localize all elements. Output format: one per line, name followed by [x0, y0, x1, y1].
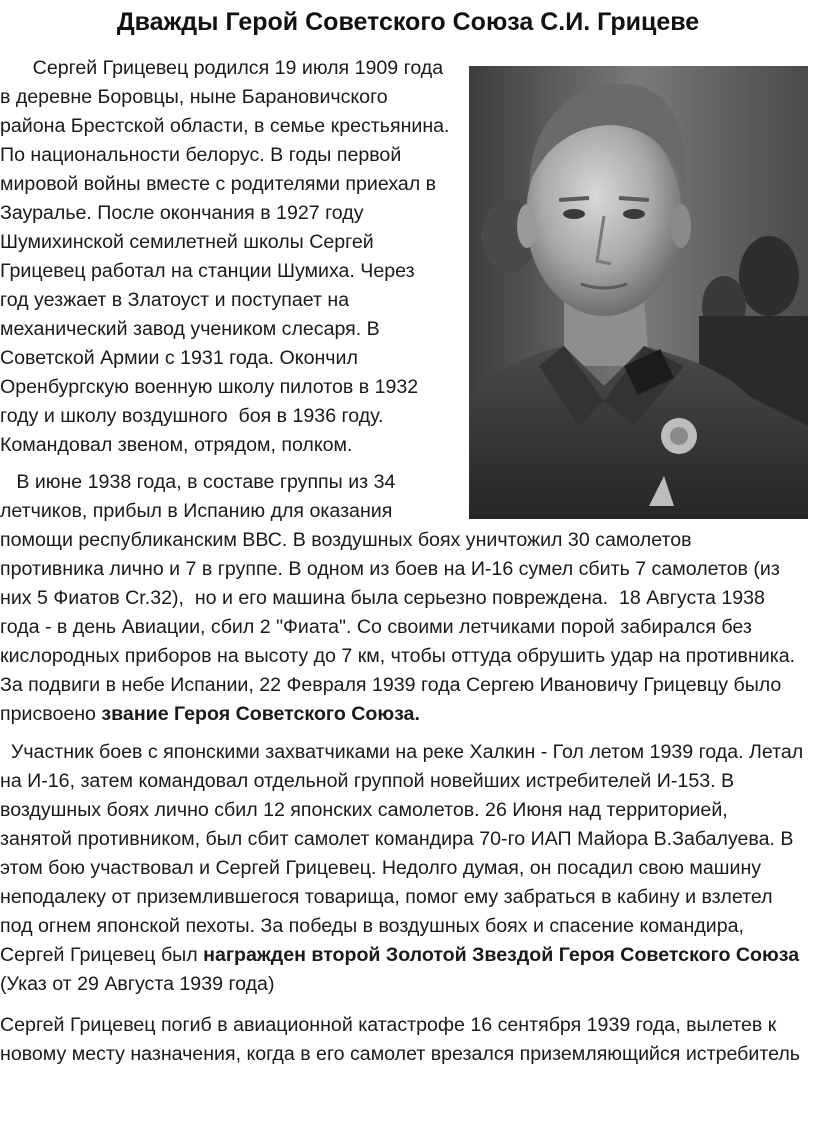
text-line: В июне 1938 года, в составе группы из 34 — [0, 471, 396, 493]
hero-title-emphasis: звание Героя Советского Союза. — [101, 703, 420, 725]
paragraph-birth — [0, 54, 450, 460]
text-line — [0, 941, 803, 970]
text-line: этом бою участвовал и Сергей Грицевец. Недолго думая, он посадил свою машину — [0, 857, 762, 879]
text-line: летчиков, прибыл в Испанию для оказания — [0, 500, 393, 522]
text-line: Грицевец работал на станции Шумиха. Через — [0, 260, 415, 282]
text-run: присвоено — [0, 703, 102, 725]
text-line: Сергей Грицевец родился 19 июля 1909 года — [0, 57, 444, 79]
text-line: году и школу воздушного боя в 1936 году. — [0, 405, 384, 427]
text-line: противника лично и 7 в группе. В одном из боев на И-16 сумел сбить 7 самолетов (из — [0, 558, 780, 580]
text-line: воздушных боях лично сбил 12 японских самолетов. 26 Июня над территорией, — [0, 799, 728, 821]
text-line: кислородных приборов на высоту до 7 км, чтобы оттуда обрушить удар на противника. — [0, 645, 796, 667]
text-line: Советской Армии с 1931 года. Окончил — [0, 347, 358, 369]
text-line: год уезжает в Златоуст и поступает на — [0, 289, 350, 311]
text-line: Зауралье. После окончания в 1927 году — [0, 202, 364, 224]
paragraph-spain — [0, 468, 795, 729]
text-line: Шумихинской семилетней школы Сергей — [0, 231, 374, 253]
text-line: механический завод учеником слесаря. В — [0, 318, 380, 340]
text-line: района Брестской области, в семье крестьянина. — [0, 115, 450, 137]
award-emphasis: награжден второй Золотой Звездой Героя Советского Союза — [203, 944, 800, 966]
text-line: За подвиги в небе Испании, 22 Февраля 1939 года Сергею Ивановичу Грицевцу было — [0, 674, 782, 696]
paragraph-khalkhin-gol — [0, 738, 803, 999]
text-line: под огнем японской пехоты. За победы в воздушных боях и спасение командира, — [0, 915, 744, 937]
text-line: Участник боев с японскими захватчиками на реке Халкин - Гол летом 1939 года. Летал — [0, 741, 804, 763]
text-line: года - в день Авиации, сбил 2 "Фиата". Со своими летчиками порой забирался без — [0, 616, 752, 638]
text-line: в деревне Боровцы, ныне Барановичского — [0, 86, 388, 108]
text-line: на И-16, затем командовал отдельной группой новейших истребителей И-153. В — [0, 770, 735, 792]
text-line: помощи республиканским ВВС. В воздушных боях уничтожил 30 самолетов — [0, 529, 692, 551]
text-line — [0, 700, 795, 729]
text-line: них 5 Фиатов Cr.32), но и его машина была серьезно повреждена. 18 Августа 1938 — [0, 587, 765, 609]
page-title: Дважды Герой Советского Союза С.И. Грицеве — [116, 8, 700, 36]
text-line: Командовал звеном, отрядом, полком. — [0, 434, 353, 456]
text-line: мировой войны вместе с родителями приехал в — [0, 173, 437, 195]
text-line: неподалеку от приземлившегося товарища, помог ему забраться в кабину и взлетел — [0, 886, 773, 908]
text-line: новому месту назначения, когда в его самолет врезался приземляющийся истребитель — [0, 1043, 800, 1065]
text-line: По национальности белорус. В годы первой — [0, 144, 402, 166]
portrait-photo — [469, 66, 808, 519]
text-line: Оренбургскую военную школу пилотов в 1932 — [0, 376, 419, 398]
text-line: (Указ от 29 Августа 1939 года) — [0, 973, 275, 995]
text-line: занятой противником, был сбит самолет командира 70-го ИАП Майора В.Забалуева. В — [0, 828, 794, 850]
text-run: Сергей Грицевец был — [0, 944, 204, 966]
paragraph-death — [0, 1011, 800, 1069]
text-line: Сергей Грицевец погиб в авиационной катастрофе 16 сентября 1939 года, вылетев к — [0, 1014, 777, 1036]
